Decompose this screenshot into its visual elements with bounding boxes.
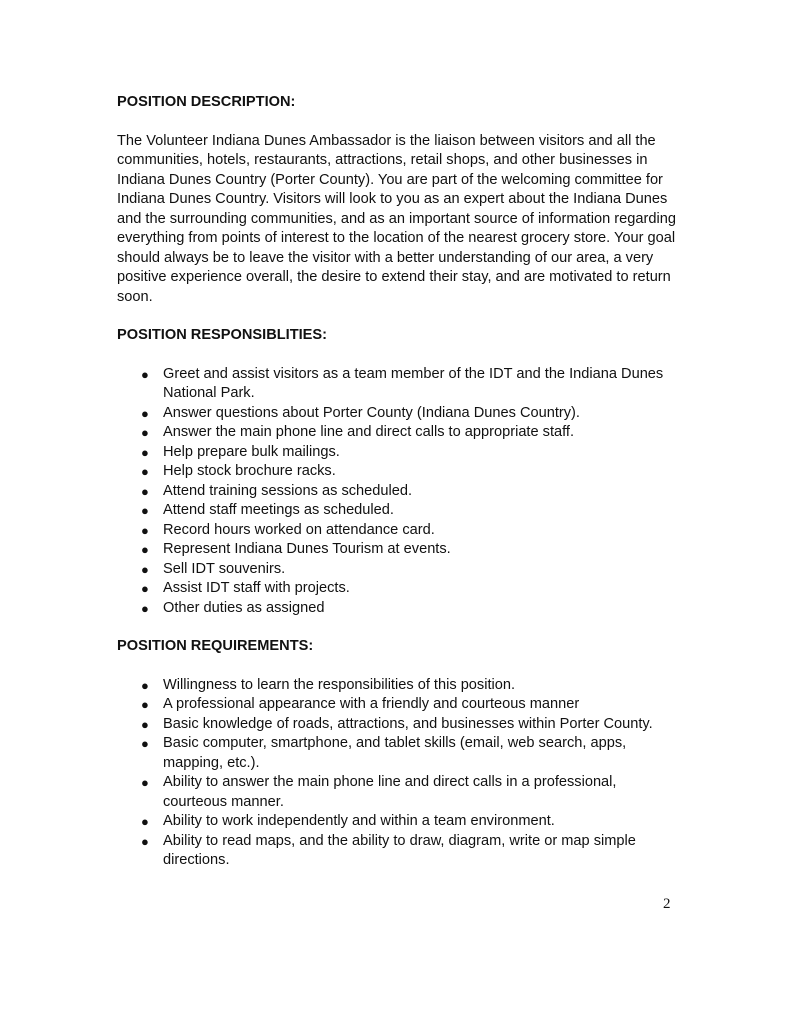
bullet-icon: ● — [141, 736, 149, 751]
bullet-icon: ● — [141, 542, 149, 557]
list-item: ● Answer the main phone line and direct calls to appropriate staff. — [117, 423, 682, 443]
bullet-icon: ● — [141, 775, 149, 790]
bullet-icon: ● — [141, 833, 149, 849]
list-item: ● Basic knowledge of roads, attractions, and businesses within Porter County. — [117, 715, 682, 735]
document-page — [117, 93, 682, 871]
responsibilities-list — [117, 365, 682, 619]
bullet-icon: ● — [141, 522, 149, 538]
bullet-icon: ● — [141, 366, 149, 382]
bullet-icon: ● — [141, 444, 149, 460]
list-item: ● Record hours worked on attendance card. — [117, 521, 682, 541]
list-item: ● Sell IDT souvenirs. — [117, 560, 682, 580]
list-item: ● Ability to work independently and within a team environment. — [117, 812, 682, 832]
bullet-icon: ● — [141, 405, 149, 421]
list-item: ● Ability to answer the main phone line and direct calls in a professional, courteous manner. — [141, 774, 617, 810]
bullet-icon: ● — [141, 464, 149, 479]
bullet-icon: ● — [141, 677, 149, 693]
list-item: ● Answer questions about Porter County (Indiana Dunes Country). — [117, 404, 682, 424]
list-item: ● Assist IDT staff with projects. — [117, 579, 682, 599]
bullet-icon: ● — [141, 600, 149, 616]
list-item: ● Ability to read maps, and the ability to draw, diagram, write or map simple directions. — [141, 832, 636, 868]
list-item: ● Help stock brochure racks. — [117, 462, 682, 482]
position-responsibilities-heading: POSITION RESPONSIBLITIES: — [117, 327, 328, 343]
list-item: ● Help prepare bulk mailings. — [117, 443, 682, 463]
list-item: ● Represent Indiana Dunes Tourism at events. — [117, 540, 682, 560]
bullet-icon: ● — [141, 814, 149, 829]
position-description-text: The Volunteer Indiana Dunes Ambassador is the liaison between visitors and all the communities, hotels, restaurants, attractions, retail shops, and other businesses in Indiana Dunes Country (Porter County). You are part of the welcoming committee for Indiana Dunes Country. Visitors will look to you as an expert about the Indiana Dunes and the surrounding communities, and as an important source of information regarding everything from points of interest to the location of the nearest grocery store. Your goal should always be to leave the visitor with a better understanding of our area, a very positive experience overall, the desire to extend their stay, and are motivated to return soon. — [117, 132, 676, 305]
list-item: ● Greet and assist visitors as a team member of the IDT and the Indiana Dunes National Park. — [141, 365, 664, 401]
page-number: 2 — [663, 896, 671, 912]
bullet-icon: ● — [141, 716, 149, 732]
list-item: ● Basic computer, smartphone, and tablet skills (email, web search, apps, mapping, etc.). — [141, 735, 627, 771]
bullet-icon: ● — [141, 503, 149, 518]
bullet-icon: ● — [141, 581, 149, 596]
bullet-icon: ● — [141, 425, 149, 440]
bullet-icon: ● — [141, 697, 149, 712]
list-item: ● A professional appearance with a friendly and courteous manner — [117, 695, 682, 715]
list-item: ● Attend staff meetings as scheduled. — [117, 501, 682, 521]
list-item: ● Attend training sessions as scheduled. — [117, 482, 682, 502]
list-item: ● Other duties as assigned — [117, 599, 682, 619]
bullet-icon: ● — [141, 483, 149, 499]
bullet-icon: ● — [141, 561, 149, 577]
position-requirements-heading: POSITION REQUIREMENTS: — [117, 638, 314, 654]
list-item: ● Willingness to learn the responsibilities of this position. — [117, 676, 682, 696]
position-description-heading: POSITION DESCRIPTION: — [117, 94, 296, 110]
requirements-list — [117, 676, 682, 871]
